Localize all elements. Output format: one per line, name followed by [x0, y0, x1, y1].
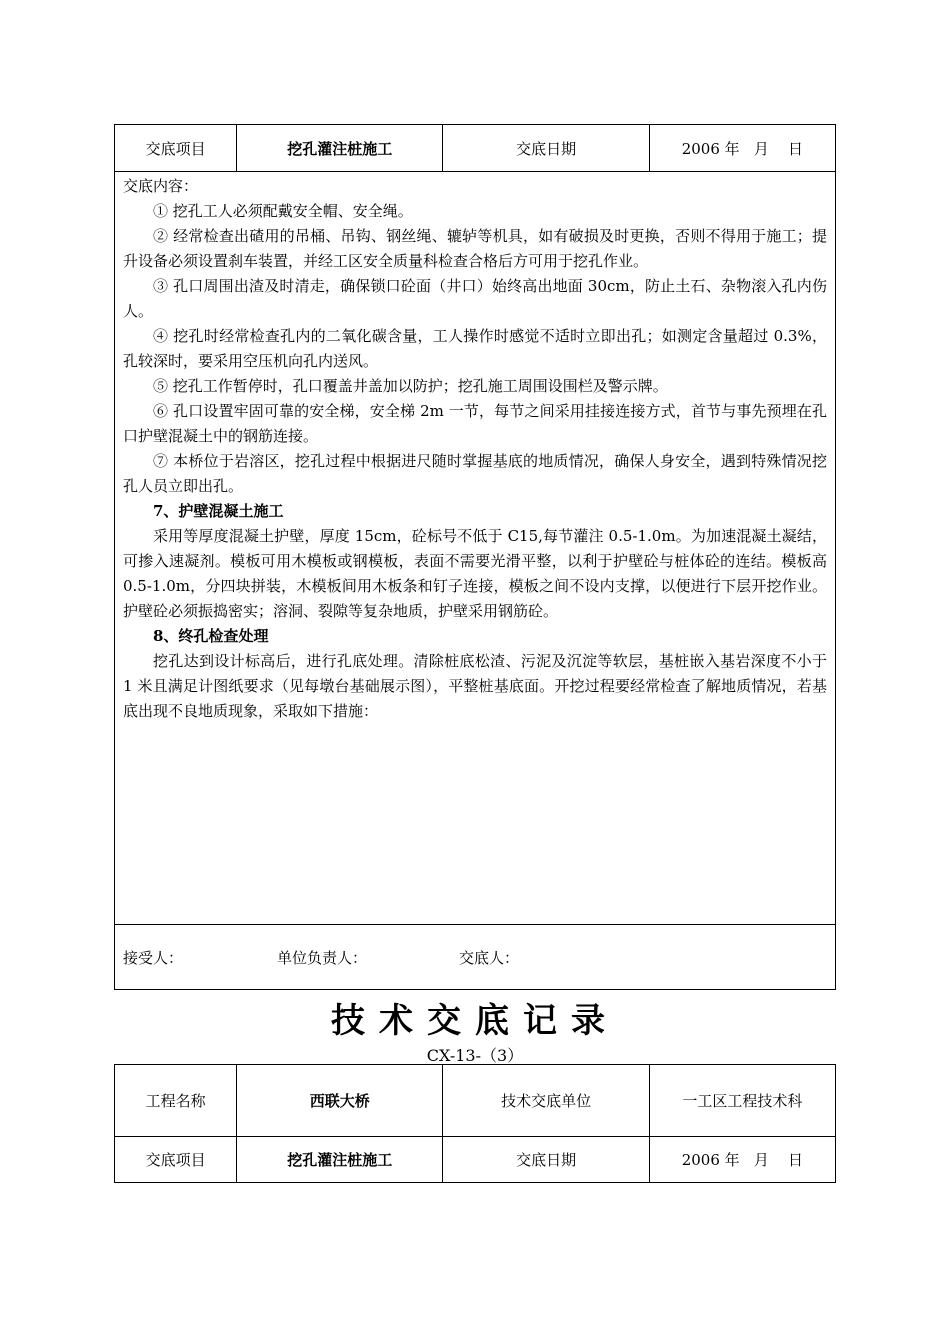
content-label: 交底内容： [123, 177, 199, 195]
paragraph-wall-concrete: 采用等厚度混凝土护壁，厚度 15cm，砼标号不低于 C15,每节灌注 0.5-1.0m。为加速混凝土凝结，可掺入速凝剂。模板可用木模板或钢模板，表面不需要光滑平整，以利于护壁砼与桩体砼的连结。模板高 0.5-1.0m，分四块拼装，木模板间用木板条和钉子连接，模板之间不设内支撑，以便进行下层开挖作业。护壁砼必须振捣密实；溶洞、裂隙等复杂地质，护壁采用钢筋砼。 [123, 527, 827, 620]
header-row [115, 125, 836, 172]
content-row [115, 172, 836, 925]
presenter-label: 交底人： [459, 948, 520, 967]
bottom-project-value: 挖孔灌注桩施工 [237, 1137, 443, 1183]
paragraph-5: ⑤ 挖孔工作暂停时，孔口覆盖井盖加以防护；挖孔施工周围设围栏及警示牌。 [153, 377, 668, 395]
date-label: 交底日期 [443, 125, 649, 172]
heading-7: 7、护壁混凝土施工 [153, 502, 284, 520]
project-label: 交底项目 [115, 125, 237, 172]
date-value: 2006 年 月 日 [649, 125, 835, 172]
project-name-label: 工程名称 [115, 1065, 237, 1137]
project-row [115, 1137, 836, 1183]
signature-row [115, 925, 836, 990]
project-name-row [115, 1065, 836, 1137]
unit-label: 技术交底单位 [443, 1065, 649, 1137]
content-cell [115, 172, 836, 925]
paragraph-3: ③ 孔口周围出渣及时清走，确保锁口砼面（井口）始终高出地面 30cm，防止土石、杂物滚入孔内伤人。 [123, 277, 827, 320]
heading-8: 8、终孔检查处理 [153, 627, 269, 645]
signature-cell [115, 925, 836, 990]
paragraph-2: ② 经常检查出碴用的吊桶、吊钩、钢丝绳、辘轳等机具，如有破损及时更换，否则不得用于施工；提升设备必须设置刹车装置，并经工区安全质量科检查合格后方可用于挖孔作业。 [123, 227, 827, 270]
top-record-table [114, 124, 836, 990]
paragraph-7: ⑦ 本桥位于岩溶区，挖孔过程中根据进尺随时掌握基底的地质情况，确保人身安全，遇到特殊情况挖孔人员立即出孔。 [123, 452, 827, 495]
bottom-date-value: 2006 年 月 日 [649, 1137, 835, 1183]
paragraph-1: ① 挖孔工人必须配戴安全帽、安全绳。 [153, 202, 413, 220]
unit-value: 一工区工程技术科 [649, 1065, 835, 1137]
bottom-date-label: 交底日期 [443, 1137, 649, 1183]
bottom-record-table [114, 1064, 836, 1183]
bottom-project-label: 交底项目 [115, 1137, 237, 1183]
paragraph-6: ⑥ 孔口设置牢固可靠的安全梯，安全梯 2m 一节，每节之间采用挂接连接方式，首节与事先预埋在孔口护壁混凝土中的钢筋连接。 [123, 402, 827, 445]
receiver-label: 接受人： [123, 948, 184, 967]
unit-leader-label: 单位负责人： [277, 948, 368, 967]
project-name-value: 西联大桥 [237, 1065, 443, 1137]
project-value: 挖孔灌注桩施工 [237, 125, 443, 172]
doc-title: 技术交底记录 [331, 1001, 619, 1041]
paragraph-4: ④ 挖孔时经常检查孔内的二氧化碳含量，工人操作时感觉不适时立即出孔；如测定含量超过 0.3%，孔较深时，要采用空压机向孔内送风。 [123, 327, 827, 370]
doc-code: CX-13-（3） [426, 1046, 524, 1065]
paragraph-final-hole: 挖孔达到设计标高后，进行孔底处理。清除桩底松渣、污泥及沉淀等软层，基桩嵌入基岩深度不小于 1 米且满足计图纸要求（见每墩台基础展示图），平整桩基底面。开挖过程要经常检查了解地质情况，若基底出现不良地质现象，采取如下措施： [123, 652, 827, 720]
